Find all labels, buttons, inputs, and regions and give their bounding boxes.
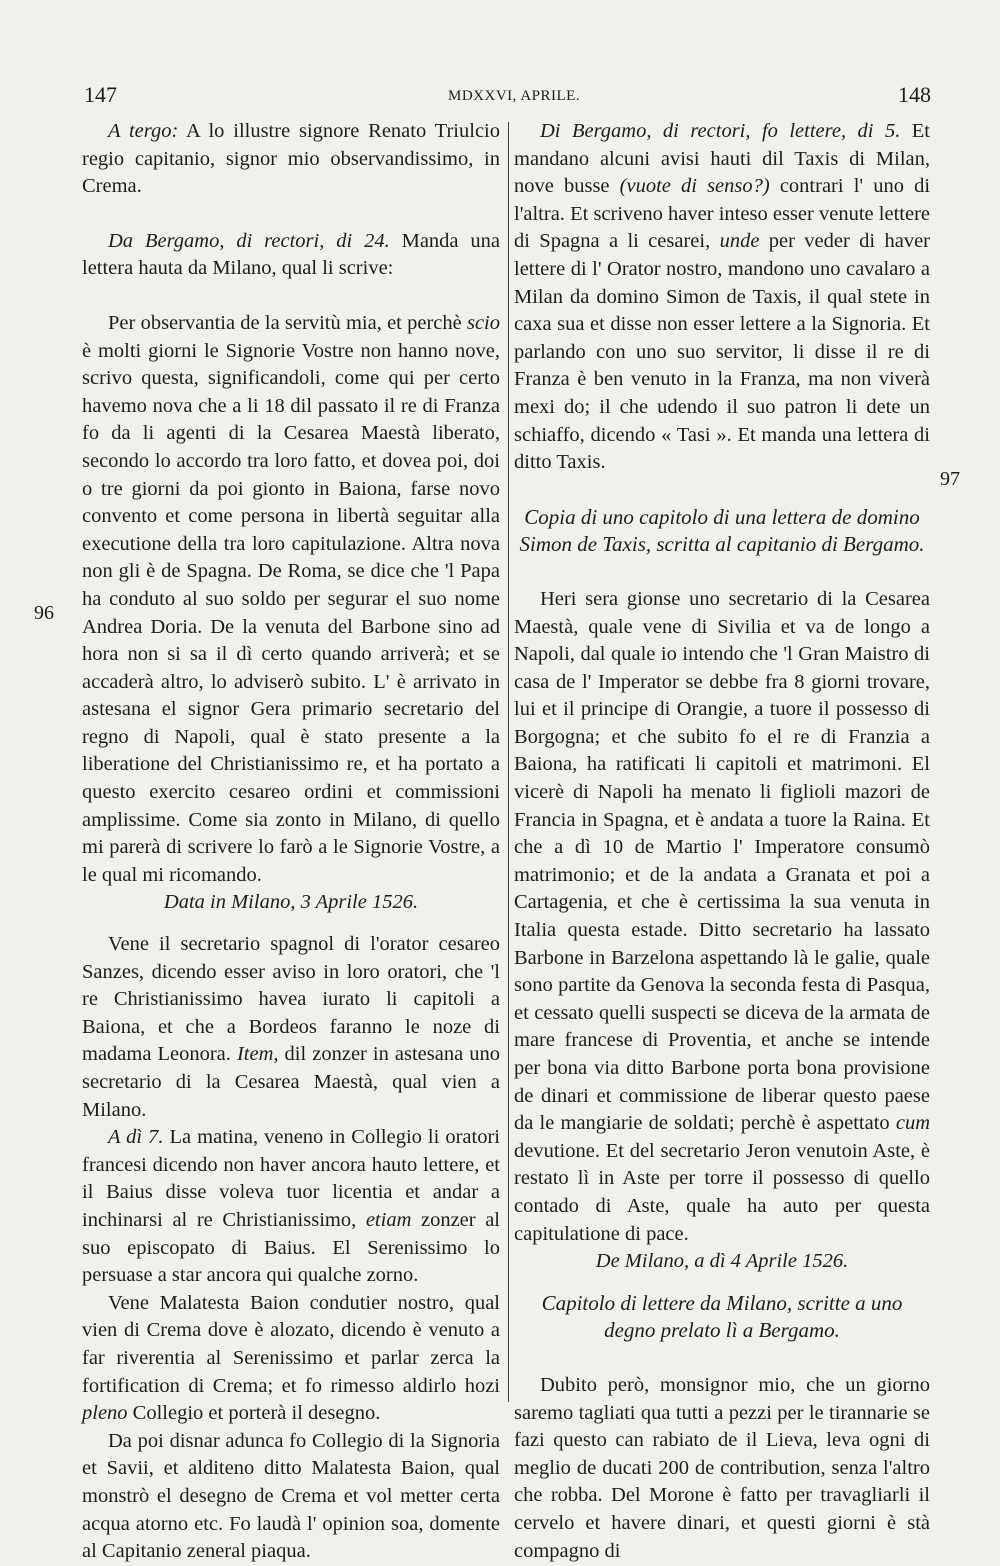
running-header: MDXXVI, APRILE.: [448, 88, 581, 104]
letter-italic-scio: scio: [466, 311, 500, 334]
lead-di-bergamo: Di Bergamo, di rectori, fo lettere, di 5.: [540, 120, 901, 142]
margin-number-left: 96: [34, 602, 54, 624]
secretario-text-b: dil zonzer in astesana uno secretario di la Cesarea Maestà, qual vien a Milano.: [82, 1043, 500, 1121]
right-page-number: 148: [898, 82, 931, 107]
paragraph-di-bergamo: [514, 118, 930, 477]
date-line-milano: Data in Milano, 3 Aprile 1526.: [163, 891, 419, 914]
secretario-text-a: Vene il secretario spagnol di l'orator cesareo Sanzes, dicendo esser aviso in loro oratori, che 'l re Christianissimo havea iurato li capitoli a Baiona, et che a Bordeos faranno le noze di madama Leonora.: [82, 933, 500, 1066]
letter-text-a: Per observantia de la servitù mia, et perchè: [108, 311, 467, 334]
right-column: [514, 118, 930, 1565]
paragraph-da-bergamo: [82, 228, 500, 283]
text-da-bergamo: Manda una lettera hauta da Milano, qual li scrive:: [82, 229, 501, 280]
malatesta-text-a: Vene Malatesta Baion condutier nostro, qual vien di Crema dove è alozato, dicendo è venuto a far riverentia al Serenissimo et parlar zerca la fortification di Crema; et fo rimesso aldirlo hozi: [82, 1291, 500, 1397]
date-line-de-milano: De Milano, a dì 4 Aprile 1526.: [595, 1250, 849, 1273]
section-heading-copia: Copia di uno capitolo di una lettera de domino Simon de Taxis, scritta al capitanio di Bergamo.: [519, 504, 925, 557]
malatesta-text-b: Collegio et porterà il desegno.: [127, 1402, 381, 1425]
italic-cum: cum: [895, 1112, 930, 1135]
italic-vuote-di-senso: (vuote di senso?): [619, 175, 770, 198]
paragraph-a-tergo: [82, 118, 500, 201]
di-bergamo-text-a: Et mandano alcuni avisi hauti dil Taxis di Milan, nove busse: [514, 120, 930, 198]
di-bergamo-text-c: per veder di haver lettere di l' Orator nostro, mandono uno cavalaro a Milan da domino Simon de Taxis, il qual stete in caxa sua et disse non esser lettere a la Signoria. Et parlando con uno suo servitor, li disse il re di Franza è ben venuto in la Franza, ma non viverà mexi do; il che udendo il suo patron li dete un schiaffo, dicendo « Tasi ». Et manda una lettera di ditto Taxis.: [514, 230, 930, 474]
italic-item: Item,: [236, 1043, 279, 1066]
paragraph-a-di-7: [82, 1124, 500, 1290]
italic-unde: unde: [719, 230, 760, 253]
italic-etiam: etiam: [365, 1208, 412, 1231]
a-di-7-text-b: zonzer al suo episcopato di Baius. El Serenissimo lo persuase a star ancora qui qualche zorno.: [82, 1208, 501, 1287]
paragraph-da-poi-disnar: Da poi disnar adunca fo Collegio di la Signoria et Savii, et alditeno ditto Malatesta Baion, qual monstrò el desegno de Crema et vol metter certa acqua atorno etc. Fo laudà l' opinion soa, domente al Capitanio zeneral piaqua.: [82, 1429, 500, 1563]
paragraph-secretario-spagnol: [82, 931, 500, 1124]
lead-a-tergo: A tergo:: [108, 120, 179, 142]
paragraph-heri-sera: [514, 586, 930, 1248]
heri-sera-text-b: devutione. Et del secretario Jeron venutoin Aste, è restato lì in Aste per torre il possesso di quello contado di Aste, quale ha auto per questa capitulatione di pace.: [514, 1139, 930, 1245]
text-a-tergo: A lo illustre signore Renato Triulcio regio capitanio, signor mio observandissimo, in Crema.: [82, 120, 500, 198]
lead-a-di-7: A dì 7.: [108, 1126, 164, 1149]
left-page-number: 147: [84, 82, 117, 107]
left-column: [82, 118, 500, 1566]
margin-number-right: 97: [940, 468, 960, 490]
column-divider: [508, 122, 509, 1402]
letter-text-b: è molti giorni le Signorie Vostre non hanno nove, scrivo questa, significandoli, come qui per certo havemo nova che a li 18 dil passato il re di Franza fo da li agenti di la Cesarea Maestà liberato, secondo lo accordo tra loro fatto, et dovea poi, doi o tre giorni da poi gionto in Baiona, farse novo convento et come persona in libertà seguitar alla executione della tra loro capitulazione. Altra nova non gli è de Spagna. De Roma, se dice che 'l Papa ha conduto al suo soldo per segurar el suo nome Andrea Doria. De la venuta del Barbone sino ad hora non si sa il dì certo quando arriverà; et se accaderà altro, lo adviserò subito. L' è arrivato in astesana el signor Gera primario secretario del regno di Napoli, qual è stato presente a la liberatione del Christianissimo re, et ha portato a questo exercito cesareo ordini et commissioni amplissime. Come sia zonto in Milano, di quello mi parerà di scrivere lo farò a le Signorie Vostre, a le qual mi ricomando.: [82, 339, 500, 886]
lead-da-bergamo: Da Bergamo, di rectori, di 24.: [108, 229, 390, 252]
section-heading-capitolo: Capitolo di lettere da Milano, scritte a uno degno prelato lì a Bergamo.: [541, 1290, 903, 1343]
italic-pleno: pleno: [82, 1402, 128, 1425]
heri-sera-text-a: Heri sera gionse uno secretario di la Cesarea Maestà, quale vene di Sivilia et va de longo a Napoli, dal quale io intendo che 'l Gran Maistro di casa de l' Imperator se debbe fra 8 giorni trovare, lui et il principe di Orangie, a tuore il possesso di Borgogna; et che subito fo el re di Franzia a Baiona, ha ratificati li capitoli et matrimoni. El vicerè di Napoli ha menato li figlioli mazori de Francia in Spagna, et è andata a tuore la Raina. Et che a dì 10 de Martio l' Imperatore consumò matrimonio; et de la andata a Granata et poi a Cartagenia, et che è certissima la sua venuta in Italia questa estade. Ditto secretario ha lassato Barbone in Barzelona aspettando là le galie, quale sono partite da Genova la seconda festa di Pasqua, et cessato quelli suspecti se diceva de la armata de mare francese di Proventia, et anche se intende per bona via ditto Barbone porta bona provisione de dinari et commissione de liberar questo paese da le mangiarie de soldati; perchè è aspettato: [514, 587, 930, 1135]
paragraph-dubito: Dubito però, monsignor mio, che un giorno saremo tagliati qua tutti a pezzi per le tirannarie se fazi questo can rabiato de il Lieva, leva ogni di meglio de ducati 200 de contribution, senza l'altro che robba. Del Morone è fatto per travagliarli il cervelo et havere dinari, et questi giorni è stà compagno di: [514, 1373, 930, 1562]
a-di-7-text-a: La matina, veneno in Collegio li oratori francesi dicendo non haver ancora hauto lettere, et il Baius disse voleva tuor licentia et andar a inchinarsi al re Christianissimo,: [82, 1126, 500, 1231]
di-bergamo-text-b: contrari l' uno di l'altra. Et scriveno haver inteso esser venute lettere di Spagna a li cesarei,: [514, 175, 931, 253]
paragraph-letter-milano: [82, 310, 500, 889]
paragraph-malatesta: [82, 1290, 500, 1428]
